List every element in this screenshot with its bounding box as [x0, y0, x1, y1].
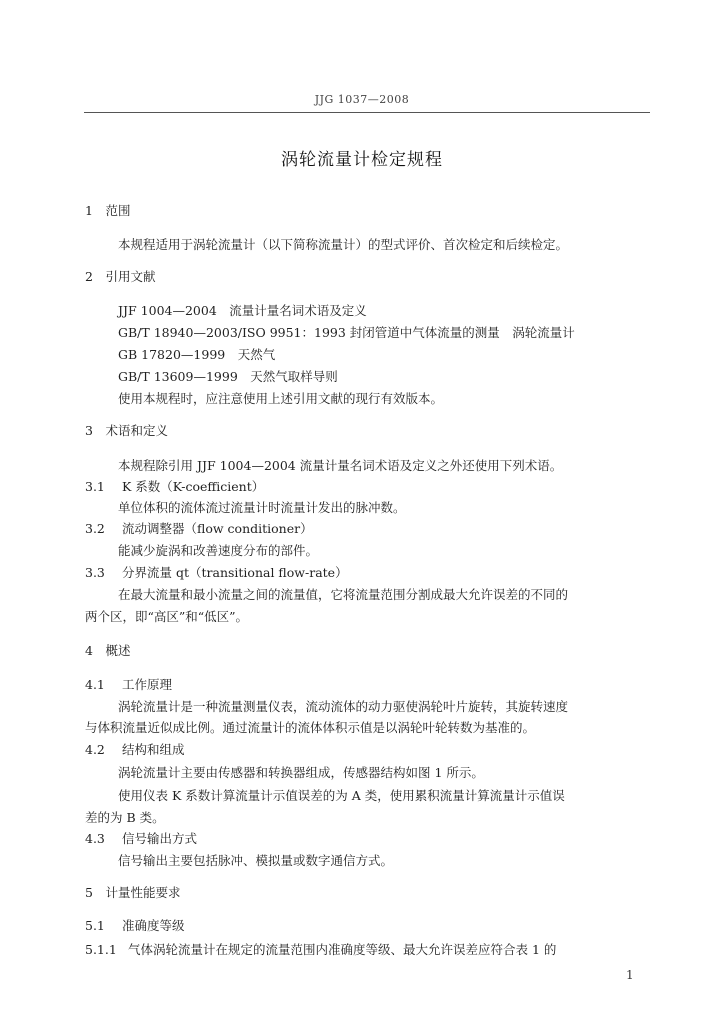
clause-4-3-line1: 信号输出主要包括脉冲、模拟量或数字通信方式。	[118, 853, 394, 868]
clause-5-1-number: 5.1	[85, 918, 105, 933]
term-3-1-definition: 单位体积的流体流过流量计时流量计发出的脉冲数。	[118, 500, 406, 515]
clause-4-3-title: 信号输出方式	[122, 831, 198, 846]
term-3-3-title: 分界流量 qt（transitional flow-rate）	[122, 565, 348, 580]
clause-4-2-number: 4.2	[85, 742, 105, 757]
section-5-heading: 5 计量性能要求	[85, 885, 181, 900]
term-3-2-definition: 能减少旋涡和改善速度分布的部件。	[118, 543, 319, 558]
clause-4-1-line2: 与体积流量近似成比例。通过流量计的流体体积示值是以涡轮叶轮转数为基准的。	[85, 720, 536, 735]
clause-5-1-title: 准确度等级	[122, 918, 185, 933]
term-3-3-number: 3.3	[85, 565, 105, 580]
clause-4-2-line2: 使用仪表 K 系数计算流量计示值误差的为 A 类，使用累积流量计算流量计示值误	[118, 788, 565, 803]
term-3-2-title: 流动调整器（flow conditioner）	[122, 521, 313, 536]
reference-item: GB/T 13609—1999 天然气取样导则	[118, 369, 338, 384]
page-header-code: JJG 1037—2008	[314, 93, 410, 106]
term-3-2-number: 3.2	[85, 521, 105, 536]
term-3-3-definition-line1: 在最大流量和最小流量之间的流量值，它将流量范围分割成最大允许误差的不同的	[118, 587, 569, 602]
clause-5-1-1-text: 气体涡轮流量计在规定的流量范围内准确度等级、最大允许误差应符合表 1 的	[128, 942, 557, 957]
section-2-heading: 2 引用文献	[85, 269, 156, 284]
clause-4-2-line1: 涡轮流量计主要由传感器和转换器组成，传感器结构如图 1 所示。	[118, 765, 484, 780]
reference-item: JJF 1004—2004 流量计量名词术语及定义	[118, 303, 367, 318]
clause-4-2-title: 结构和组成	[122, 742, 185, 757]
page-number: 1	[626, 968, 634, 982]
section-3-intro: 本规程除引用 JJF 1004—2004 流量计量名词术语及定义之外还使用下列术语。	[118, 458, 563, 473]
reference-note: 使用本规程时，应注意使用上述引用文献的现行有效版本。	[118, 391, 444, 406]
clause-5-1-1-number: 5.1.1	[85, 942, 117, 957]
header-rule	[84, 112, 650, 113]
term-3-3-definition-line2: 两个区，即“高区”和“低区”。	[85, 609, 249, 624]
clause-4-1-line1: 涡轮流量计是一种流量测量仪表，流动流体的动力驱使涡轮叶片旋转，其旋转速度	[118, 699, 569, 714]
section-3-heading: 3 术语和定义	[85, 423, 168, 438]
section-1-heading: 1 范围	[85, 203, 131, 218]
clause-4-1-number: 4.1	[85, 677, 105, 692]
section-1-text: 本规程适用于涡轮流量计（以下简称流量计）的型式评价、首次检定和后续检定。	[118, 237, 569, 252]
clause-4-1-title: 工作原理	[122, 677, 173, 692]
clause-4-3-number: 4.3	[85, 831, 105, 846]
section-4-heading: 4 概述	[85, 643, 131, 658]
reference-item: GB/T 18940—2003/ISO 9951：1993 封闭管道中气体流量的测量 涡轮流量计	[118, 325, 575, 340]
reference-item: GB 17820—1999 天然气	[118, 347, 276, 362]
clause-4-2-line3: 差的为 B 类。	[85, 810, 165, 825]
document-title: 涡轮流量计检定规程	[281, 150, 443, 170]
term-3-1-number: 3.1	[85, 479, 105, 494]
term-3-1-title: K 系数（K-coefficient）	[122, 479, 265, 494]
